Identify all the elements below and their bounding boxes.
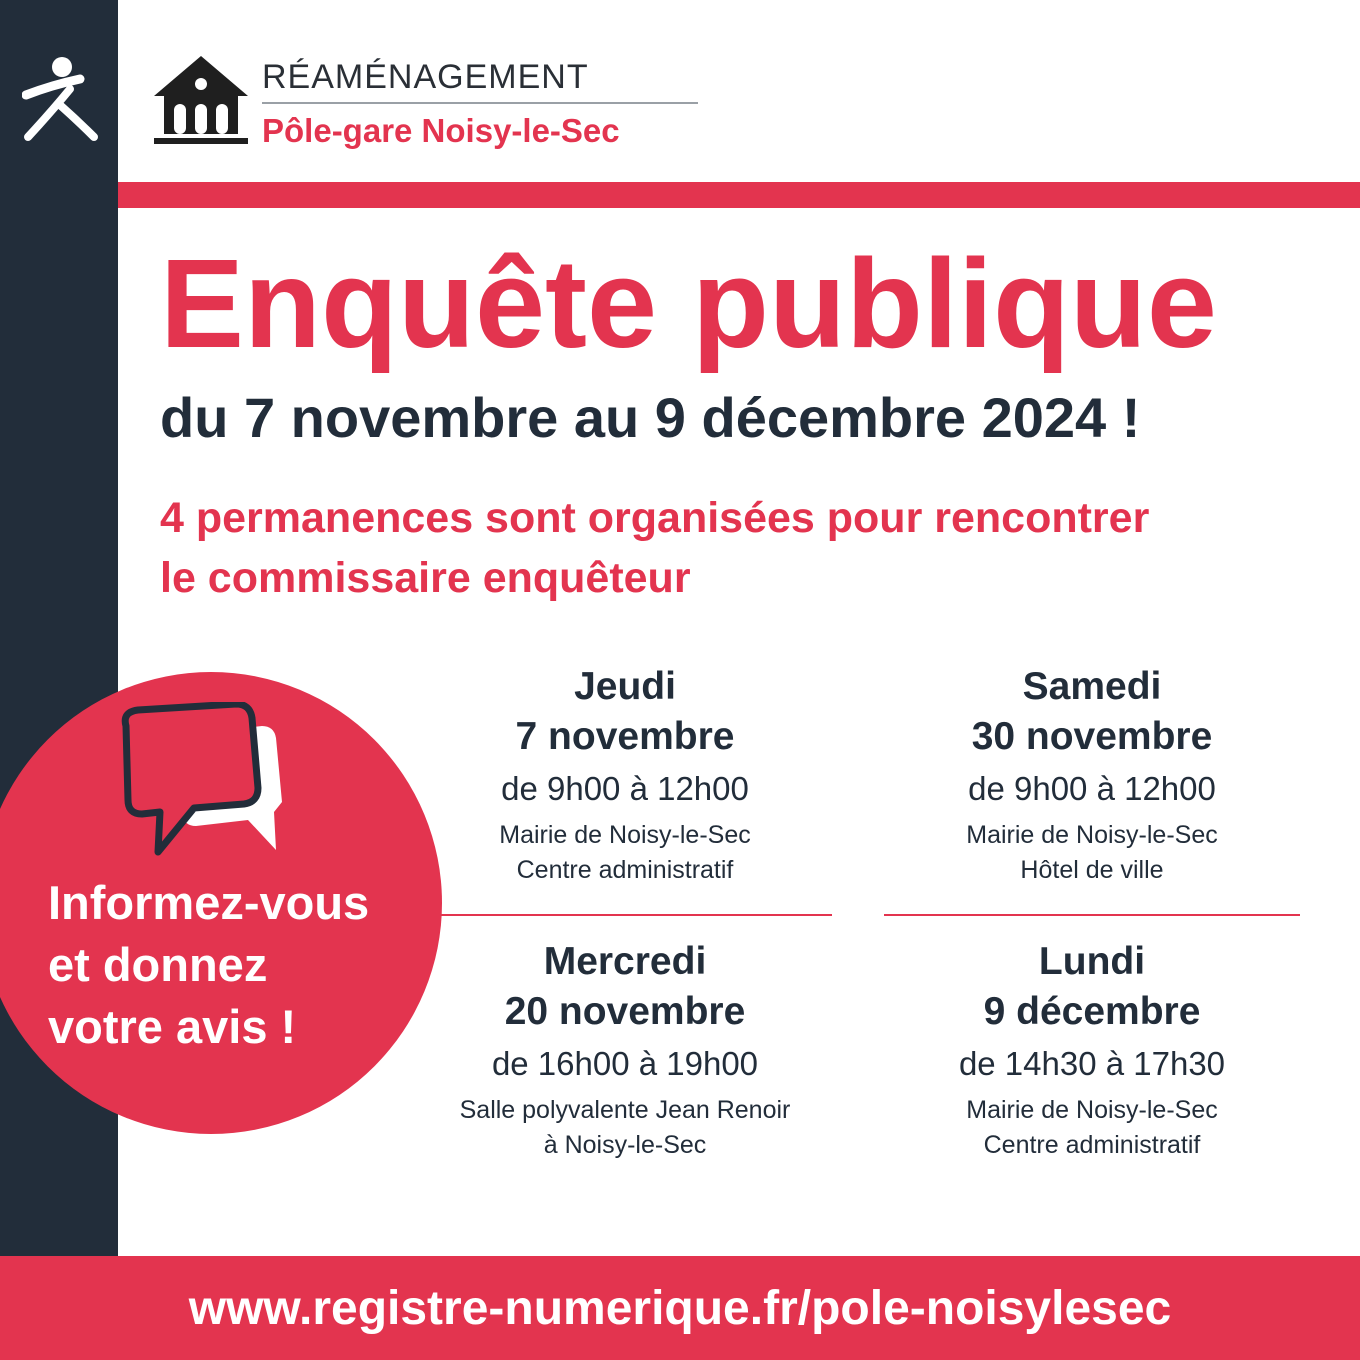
session-card	[395, 662, 855, 888]
session-place-line-2: Hôtel de ville	[1020, 856, 1164, 884]
date-range: du 7 novembre au 9 décembre 2024 !	[160, 386, 1141, 449]
session-divider	[884, 914, 1300, 916]
header-kicker: RÉAMÉNAGEMENT	[262, 58, 589, 96]
person-logo-icon	[22, 55, 98, 143]
cta-line-2: et donnez	[48, 938, 268, 991]
footer-band	[0, 1256, 1360, 1360]
session-place-line-1: Salle polyvalente Jean Renoir	[459, 1096, 791, 1124]
session-day: Mercredi	[543, 940, 707, 983]
session-place-line-1: Mairie de Noisy-le-Sec	[499, 821, 751, 849]
session-hours: de 9h00 à 12h00	[968, 770, 1216, 807]
header-subtitle: Pôle-gare Noisy-le-Sec	[262, 112, 620, 149]
session-place-line-2: Centre administratif	[983, 1131, 1201, 1159]
session-place-line-1: Mairie de Noisy-le-Sec	[966, 821, 1218, 849]
house-icon	[152, 54, 250, 146]
main-title: Enquête publique	[160, 233, 1217, 374]
cta-text	[48, 872, 428, 1058]
header-divider	[262, 102, 698, 104]
session-place-line-2: à Noisy-le-Sec	[543, 1131, 707, 1159]
session-date: 9 décembre	[983, 990, 1201, 1033]
session-hours: de 16h00 à 19h00	[491, 1045, 759, 1082]
session-date: 7 novembre	[515, 715, 735, 758]
session-card	[862, 937, 1322, 1163]
footer-url-link[interactable]: www.registre-numerique.fr/pole-noisylesec	[188, 1281, 1172, 1335]
session-place-line-2: Centre administratif	[516, 856, 734, 884]
session-date: 30 novembre	[971, 715, 1213, 758]
session-hours: de 9h00 à 12h00	[501, 770, 749, 807]
session-day: Lundi	[1038, 940, 1146, 983]
session-place	[862, 1093, 1322, 1163]
session-day: Jeudi	[574, 665, 676, 708]
session-day: Samedi	[1022, 665, 1162, 708]
speech-bubble-icon	[112, 702, 288, 862]
top-accent-band	[118, 182, 1360, 208]
cta-line-1: Informez-vous	[48, 876, 370, 929]
session-date: 20 novembre	[504, 990, 746, 1033]
session-hours: de 14h30 à 17h30	[958, 1045, 1226, 1082]
session-place-line-1: Mairie de Noisy-le-Sec	[966, 1096, 1218, 1124]
intro-line-1: 4 permanences sont organisées pour rencontrer	[160, 494, 1150, 542]
session-card	[862, 662, 1322, 888]
intro-text	[160, 488, 1340, 608]
session-divider	[440, 914, 832, 916]
intro-line-2: le commissaire enquêteur	[160, 554, 691, 602]
session-place	[395, 1093, 855, 1163]
cta-line-3: votre avis !	[48, 1000, 297, 1053]
session-place	[395, 818, 855, 888]
session-place	[862, 818, 1322, 888]
session-card	[395, 937, 855, 1163]
